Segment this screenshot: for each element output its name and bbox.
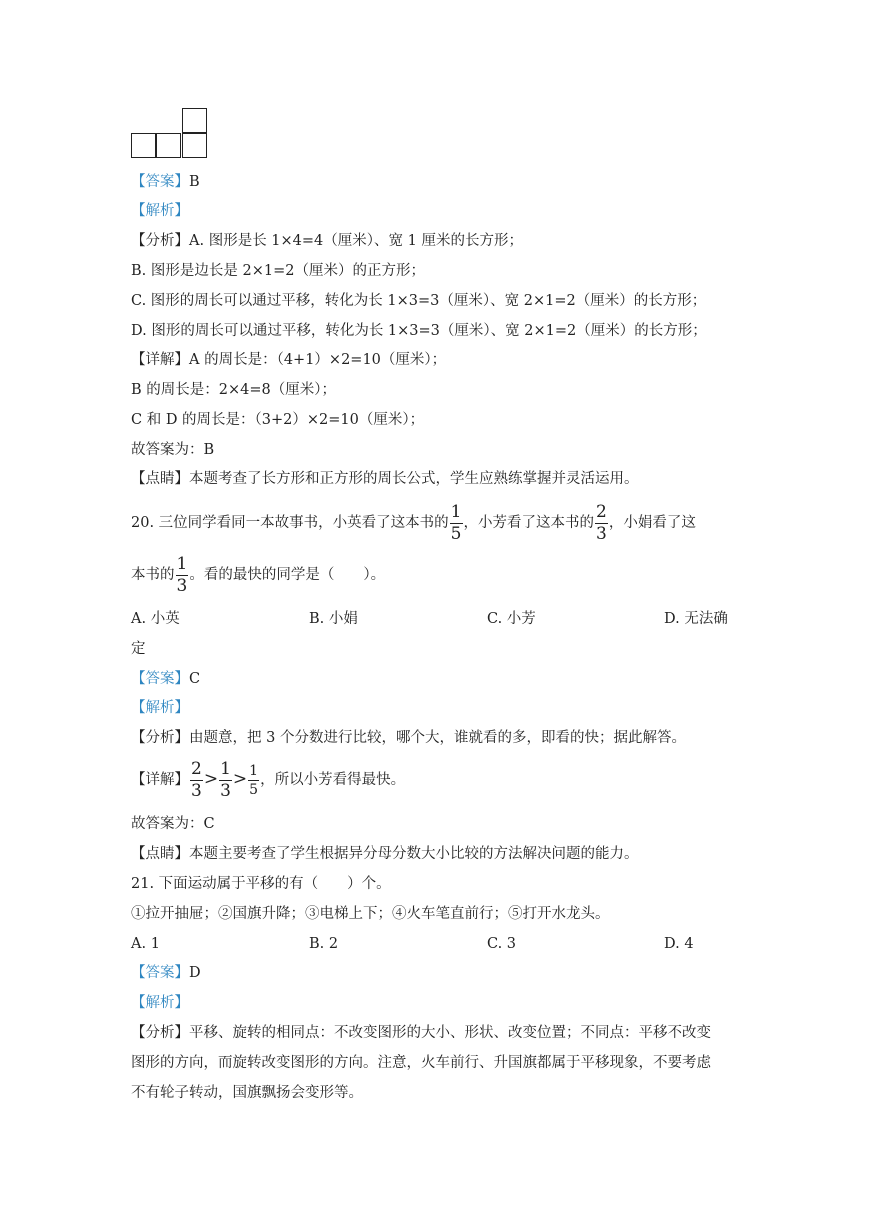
q19-fenxi-a: 【分析】A. 图形是长 1×4=4（厘米）、宽 1 厘米的长方形； <box>131 233 523 249</box>
q19-xiangjie-b: B 的周长是：2×4=8（厘米）； <box>131 382 336 398</box>
q20-option-wrap: 定 <box>131 641 146 657</box>
q19-answer: 【答案】B <box>131 174 200 190</box>
q20-stem-line2: 本书的 $\frac{1}{3}$ 。看的最快的同学是（ ）。 <box>131 553 386 596</box>
q21-option-a: A. 1 <box>131 936 160 952</box>
q20-option-c: C. 小芳 <box>487 611 536 627</box>
q20-final: 故答案为：C <box>131 816 215 832</box>
q19-fenxi-c: C. 图形的周长可以通过平移，转化为长 1×3=3（厘米）、宽 2×1=2（厘米）的长方形； <box>131 293 707 309</box>
q21-fenxi-2: 图形的方向，而旋转改变图形的方向。注意，火车前行、升国旗都属于平移现象，不要考虑 <box>131 1055 711 1071</box>
q20-stem-line1: 20. 三位同学看同一本故事书，小英看了这本书的 $\frac{1}{5}$ ，小芳看了这本书的 $\frac{2}{3}$ ，小娟看了这 <box>131 501 696 544</box>
fraction: $\frac{1}{5}$ <box>450 501 462 544</box>
q21-fenxi-3: 不有轮子转动，国旗飘扬会变形等。 <box>131 1085 363 1101</box>
figure-square <box>156 133 181 158</box>
figure-square <box>131 133 156 158</box>
fraction: $\frac{2}{3}$ <box>191 758 202 801</box>
fraction: $\frac{1}{3}$ <box>176 553 188 596</box>
q19-jiexi: 【解析】 <box>131 203 189 219</box>
q21-fenxi-1: 【分析】平移、旋转的相同点：不改变图形的大小、形状、改变位置；不同点：平移不改变 <box>131 1025 711 1041</box>
q20-fenxi: 【分析】由题意，把 3 个分数进行比较，哪个大，谁就看的多，即看的快；据此解答。 <box>131 730 686 746</box>
q20-xiangjie: 【详解】 $\frac{2}{3}$ > $\frac{1}{3}$ > $\frac{1}{5}$ ，所以小芳看得最快。 <box>131 758 406 801</box>
q21-option-d: D. 4 <box>664 936 694 952</box>
q19-fenxi-d: D. 图形的周长可以通过平移，转化为长 1×3=3（厘米）、宽 2×1=2（厘米）的长方形； <box>131 323 707 339</box>
fraction: $\frac{1}{3}$ <box>220 758 231 801</box>
figure-square <box>182 133 207 158</box>
q20-option-d: D. 无法确 <box>664 611 728 627</box>
fraction: $\frac{1}{5}$ <box>249 762 259 798</box>
fraction: $\frac{2}{3}$ <box>596 501 607 544</box>
q20-option-b: B. 小娟 <box>309 611 358 627</box>
q20-answer: 【答案】C <box>131 671 201 687</box>
q21-option-c: C. 3 <box>487 936 517 952</box>
q20-jiexi: 【解析】 <box>131 700 189 716</box>
figure-square <box>182 108 207 133</box>
q21-jiexi: 【解析】 <box>131 995 189 1011</box>
q21-answer: 【答案】D <box>131 965 201 981</box>
q21-stem: 21. 下面运动属于平移的有（ ）个。 <box>131 876 391 892</box>
q20-option-a: A. 小英 <box>131 611 180 627</box>
q19-xiangjie-a: 【详解】A 的周长是：（4+1）×2=10（厘米）； <box>131 352 447 368</box>
q19-fenxi-b: B. 图形是边长是 2×1=2（厘米）的正方形； <box>131 263 425 279</box>
q19-xiangjie-cd: C 和 D 的周长是：（3+2）×2=10（厘米）； <box>131 412 425 428</box>
q21-items: ①拉开抽屉；②国旗升降；③电梯上下；④火车笔直前行；⑤打开水龙头。 <box>131 906 610 922</box>
q19-final: 故答案为：B <box>131 442 215 458</box>
q19-dianjing: 【点睛】本题考查了长方形和正方形的周长公式，学生应熟练掌握并灵活运用。 <box>131 471 639 487</box>
q20-dianjing: 【点睛】本题主要考查了学生根据异分母分数大小比较的方法解决问题的能力。 <box>131 846 639 862</box>
q21-option-b: B. 2 <box>309 936 339 952</box>
